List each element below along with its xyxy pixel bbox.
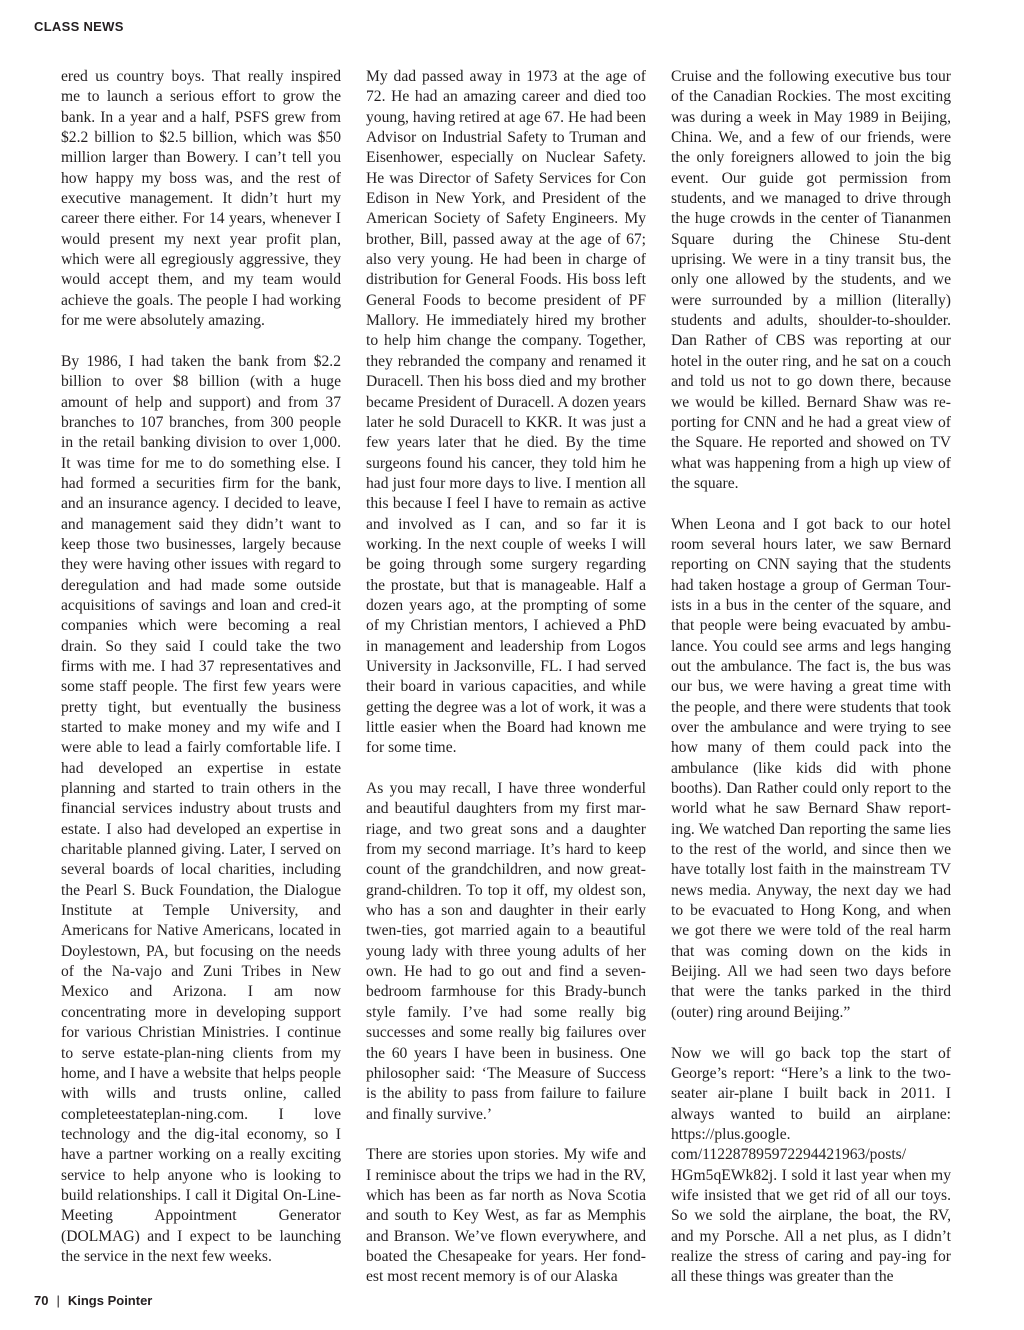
text-column-3 xyxy=(671,67,951,1288)
paragraph: My dad passed away in 1973 at the age of 72. He had an amazing career and died too young, having retired at age 67. He had been Advisor on Industrial Safety to Truman and Eisenhower, especially on Nuclear Safety. He was Director of Safety Services for Con Edison in New York, and President of the American Society of Safety Engineers. My brother, Bill, passed away at the age of 67; also very young. He had been in charge of distribution for General Foods. His boss left General Foods to become president of PF Mallory. He immediately hired my brother to help him change the company. Together, they rebranded the company and renamed it Duracell. Then his boss died and my brother became President of Duracell. A dozen years later he sold Duracell to KKR. It was just a few years later that he died. By the time surgeons found his cancer, they told him he had just four more days to live. I mention all this because I feel I have to remain as active and involved as I can, and so far it is working. In the next couple of weeks I will be going through some surgery regarding the prostate, but that is manageable. Half a dozen years ago, at the prompting of some of my Christian mentors, I achieved a PhD in management and leadership from Logos University in Jacksonville, FL. I had served their board in various capacities, and while getting the degree was a lot of work, it was a little easier when the Board had known me for some time. xyxy=(366,68,646,757)
publication-name: Kings Pointer xyxy=(67,1293,153,1308)
section-header: CLASS NEWS xyxy=(34,19,124,34)
text-column-1 xyxy=(61,67,341,1267)
footer-separator: | xyxy=(56,1293,60,1308)
text-column-2 xyxy=(366,67,646,1288)
page-number: 70 xyxy=(34,1293,49,1308)
paragraph: ered us country boys. That really inspired me to launch a serious effort to grow the bank. In a year and a half, PSFS grew from $2.2 billion to $2.5 billion, which was $50 million larger than Bowery. I can’t tell you how happy my boss was, and the rest of executive management. It didn’t hurt my career there either. For 14 years, whenever I would present my next year profit plan, which were all egregiously aggressive, they would accept them, and my team would achieve the goals. The people I had working for me were absolutely amazing. xyxy=(61,68,341,330)
paragraph: There are stories upon stories. My wife and I reminisce about the trips we had in the RV, which has been as far north as Nova Scotia and south to Key West, as far as Memphis and Branson. We’ve flown everywhere, and boated the Chesapeake for years. Her fond-est most recent memory is of our Alaska xyxy=(366,1146,646,1286)
paragraph: By 1986, I had taken the bank from $2.2 billion to over $8 billion (with a huge amount of help and support) and from 37 branches to 107 branches, from 300 people in the retail banking division to over 1,000. It was time for me to do something else. I had formed a securities firm for the bank, and an insurance agency. I decided to leave, and management said they didn’t want to keep those two businesses, largely because they were having other issues with regard to deregulation and had made some outside acquisitions of savings and loan and cred-it companies which were becoming a real drain. So they said I could take the two firms with me. I had 37 representatives and some staff people. The first few years were pretty tight, but eventually the business started to make money and my wife and I were able to lead a fairly comfortable life. I had developed an expertise in estate planning and started to train others in the financial services industry about trusts and estate. I also had developed an expertise in charitable planned giving. Later, I served on several boards of local charities, including the Pearl S. Buck Foundation, the Dialogue Institute at Temple University, and Americans for Native Americans, located in Doylestown, PA, but focusing on the needs of the Na-vajo and Zuni Tribes in New Mexico and Arizona. I am now concentrating more in developing support for various Christian Ministries. I continue to serve estate-plan-ning clients from my home, and I have a website that helps people with wills and trusts online, called completeestateplan-ning.com. I love technology and the dig-ital economy, so I have a partner working on a really exciting service to help anyone who is looking to build relationships. I call it Digital On-Line-Meeting Appointment Generator (DOLMAG) and I expect to be launching the service in the next few weeks. xyxy=(61,352,341,1265)
paragraph: Now we will go back top the start of George’s report: “Here’s a link to the two-seater air-plane I built back in 2011. I always wanted to build an airplane: https://plus.google. com/112287895972294421963/posts/ HGm5qEWk82j. I sold it last year when my wife insisted that we get rid of all our toys. So we sold the airplane, the boat, the RV, and my Porsche. All a net plus, as I didn’t realize the stress of caring and pay-ing for all these things was greater than the xyxy=(671,1044,951,1286)
page-footer xyxy=(34,1293,152,1308)
paragraph: As you may recall, I have three wonderful and beautiful daughters from my first mar-riage, and two great sons and a daughter from my second marriage. It’s hard to keep count of the grandchildren, and now great-grand-children. To top it off, my oldest son, who has a son and daughter in their early twen-ties, got married again to a beautiful young lady with three young adults of her own. He had to go out and find a seven-bedroom farmhouse for this Brady-bunch style family. I’ve had some really big successes and some really big failures over the 60 years I have been in business. One philosopher said: ‘The Measure of Success is the ability to pass from failure to failure and finally survive.’ xyxy=(366,780,646,1123)
paragraph: When Leona and I got back to our hotel room several hours later, we saw Bernard reporting on CNN saying that the students had taken hostage a group of German Tour-ists in a bus in the center of the square, and that people were being evacuated by ambu-lance. You could see arms and legs hanging out the ambulance. The fact is, the bus was our bus, we were having a great time with the people, and there were students that took over the ambulance and were trying to see how many of them could pack into the ambulance (like kids did with phone booths). Dan Rather could only report to the world what he saw Bernard Shaw report-ing. We watched Dan reporting the same lies to the rest of the world, and since then we have totally lost faith in the mainstream TV news media. Anyway, the next day we had to be evacuated to Hong Kong, and when we got there we were told of the real harm that was coming down on the kids in Beijing. All we had seen two days before that were the tanks parked in the third (outer) ring around Beijing.” xyxy=(671,515,951,1021)
paragraph: Cruise and the following executive bus tour of the Canadian Rockies. The most exciting was during a week in May 1989 in Beijing, China. We, and a few of our friends, were the only foreigners allowed to join the big event. Our guide got permission from students, and we managed to drive through the huge crowds in the center of Tiananmen Square during the Chinese Stu-dent uprising. We were in a tiny transit bus, the only one allowed by the students, and we were surrounded by a million (literally) students and adults, shoulder-to-shoulder. Dan Rather of CBS was reporting at our hotel in the outer ring, and he sat on a couch and told us not to go down there, because we would be killed. Bernard Shaw was re-porting for CNN and he had a great view of the Square. He reported and showed on TV what was happening from a high up view of the square. xyxy=(671,68,951,492)
